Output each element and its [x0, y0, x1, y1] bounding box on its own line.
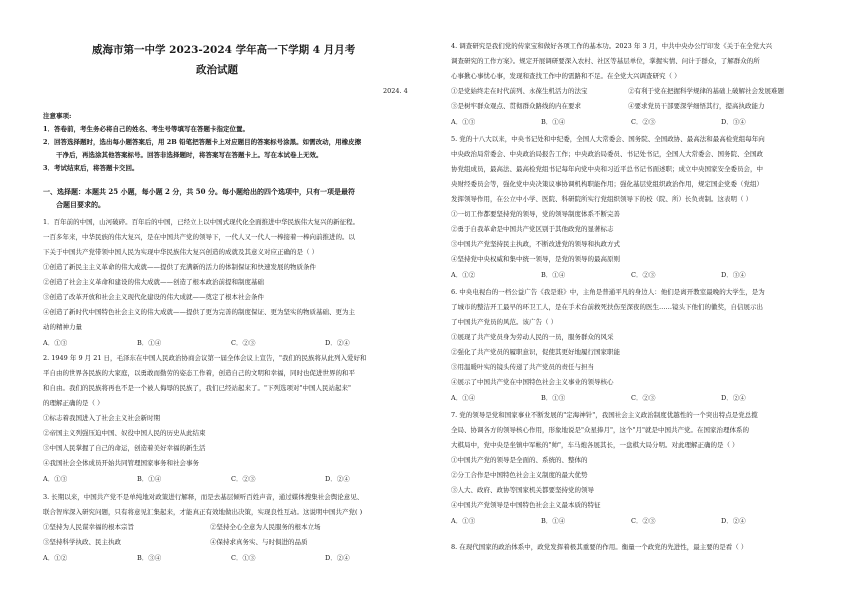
option-b: B．①③	[541, 394, 566, 402]
option-b: B．③④	[137, 554, 162, 562]
statement: ③是树牢群众观点、贯彻群众路线的内在要求	[451, 102, 581, 110]
question-text: 的理解正确的是（ ）	[43, 399, 104, 407]
question-text: 7. 党的领导是党和国家事业不断发展的"定海神针"，我国社会主义政治制度优越性的一个突出特点是党总揽	[451, 411, 758, 419]
statement: ①坚持为人民谋幸福的根本宗旨	[43, 523, 134, 531]
statement: ②分工合作是中国特色社会主义制度的最大优势	[451, 471, 588, 479]
statement: ③创造了改革开放和社会主义现代化建设的伟大成就——奠定了根本社会条件	[43, 293, 264, 301]
exam-title: 威海市第一中学 2023-2024 学年高一下学期 4 月月考	[92, 44, 356, 56]
question-text: 调查研究的工作方案》。规定开展调研要深入农村、社区等基层单位，掌握实情、问计于群众，了解群众的所	[451, 57, 760, 65]
option-b: B．①④	[137, 475, 162, 483]
question-text: 全局、协调各方的领导核心作用，形象地说是"众星捧月"，这个"月"就是中国共产党。在国家治理体系的	[451, 426, 749, 434]
statement: ①展现了共产党员身为劳动人民的一员，服务群众的风采	[451, 333, 614, 341]
question-text: 了中国共产党员的风范。该广告（ ）	[451, 318, 558, 326]
question-text: 8. 在现代国家的政治体系中，政党发挥着极其重要的作用。衡量一个政党的先进性，最主要的是看（ ）	[451, 543, 748, 551]
statement: ②强化了共产党员的履职意识，促使其更好地履行国家职能	[451, 348, 620, 356]
question-text: 5. 党的十八大以来，中央书记处和中纪委，全国人大常委会、国务院、全国政协、最高法和最高检党组每年向	[451, 135, 765, 143]
notice-item: 干净后，再选涂其他答案标号。回答非选择题时，将答案写在答题卡上。写在本试卷上无效。	[56, 151, 323, 159]
question-text: 3. 长期以来，中国共产党不是单纯地对政策进行解释，而是去基层倾听百姓声音，通过媒体搜集社会舆论意见、	[43, 493, 364, 501]
option-d: D．②④	[721, 517, 746, 525]
statement: ②创造了社会主义革命和建设的伟大成就——创造了根本政治前提和制度基础	[43, 278, 264, 286]
question-text: 2. 1949 年 9 月 21 日，毛泽东在中国人民政治协商会议第一届全体会议上宣告，"我们的民族将从此列入爱好和	[43, 354, 367, 362]
notice-item: 2．回答选择题时，选出每小题答案后，用 2B 铅笔把答题卡上对应题目的答案标号涂黑。如需改动，用橡皮擦	[43, 138, 362, 146]
exam-date: 2024. 4	[383, 87, 408, 95]
option-b: B．①④	[541, 118, 566, 126]
statement: ④保持求真务实、与时俱进的品质	[210, 538, 308, 546]
statement: ③坚持科学执政、民主执政	[43, 538, 121, 546]
question-text: 下关于中国共产党带领中国人民为实现中华民族伟大复兴创造的成就及其意义对应正确的是（ ）	[43, 248, 319, 256]
option-a: A．①②	[43, 554, 68, 562]
option-d: D．③④	[721, 271, 746, 279]
option-b: B．①④	[137, 339, 162, 347]
option-b: B．①④	[541, 517, 566, 525]
question-text: 平自由的世界各民族的大家庭，以勇敢而勤劳的姿态工作着，创造自己的文明和幸福，同时也促进世界的和平	[43, 369, 355, 377]
option-c: C．②③	[631, 394, 656, 402]
question-text: 心事揪心事忧心事，发现和查找工作中的需路和不足。在全党大兴调查研究（ ）	[451, 72, 681, 80]
option-d: D．②④	[325, 554, 350, 562]
option-d: D．②④	[325, 339, 350, 347]
exam-subtitle: 政治试题	[196, 64, 238, 76]
statement: ④中国共产党领导是中国特色社会主义最本质的特征	[451, 501, 601, 509]
statement: 动的精神力量	[43, 323, 82, 331]
statement: ①标志着我国进入了社会主义社会新时期	[43, 414, 160, 422]
question-text: 中央政治局常委会、中央政治局报告工作；中央政治局委员、书记处书记，全国人大常委会、国务院、全国政	[451, 150, 763, 158]
option-c: C．②③	[231, 339, 256, 347]
option-d: D．②④	[721, 394, 746, 402]
statement: ④展示了中国共产党在中国特色社会主义事业的领导核心	[451, 378, 614, 386]
statement: ①是党始终走在时代前列、永葆生机活力的法宝	[451, 87, 588, 95]
option-d: D．③④	[721, 118, 746, 126]
section-heading: 一、选择题：本题共 25 小题，每小题 2 分，共 50 分。每小题给出的四个选项中，只有一项是最符	[43, 187, 355, 196]
option-c: C．②③	[631, 271, 656, 279]
question-text: 和自由。我们的民族将再也不是一个被人侮辱的民族了，我们已经站起来了。"下列选项对"中国人民站起来"	[43, 384, 351, 392]
section-heading: 合题目要求的。	[56, 200, 105, 209]
question-text: 4. 调查研究是我们党的传家宝和做好各项工作的基本功。2023 年 3 月，中共中央办公厅印发《关于在全党大兴	[451, 42, 773, 50]
question-text: 了城市的整洁开工最早的环卫工人，是在手术台前救死扶伤至深夜的医生……镜头下他们的徽奖，自信展示出	[451, 303, 763, 311]
option-c: C．①③	[231, 554, 256, 562]
statement: ③中国人民掌握了自己的命运，创造着美好幸福的新生活	[43, 444, 206, 452]
statement: ④要求党员干部要深学细悟其行，提高执政能力	[628, 102, 765, 110]
option-a: A．①③	[43, 339, 68, 347]
option-a: A．①③	[43, 475, 68, 483]
option-c: C．②③	[631, 517, 656, 525]
question-text: 大棋局中，党中央是坐镇中军帐的"帅"，车马炮各展其长，一盘棋大局分明。对此理解正确的是（ ）	[451, 441, 739, 449]
statement: ①一切工作都要坚持党的领导，党的领导制度体系不断完善	[451, 210, 620, 218]
question-text: 发挥领导作用，在公立中小学、医院、科研院所实行党组织领导下的校（院、所）长负责制。这表明（ ）	[451, 195, 753, 203]
question-text: 协党组成员，最高法、最高检党组书记每年向党中央和习近平总书记书面述职；成立中央国家安全委员会，中	[451, 165, 763, 173]
question-text: 一百多年来，中华民族的伟大复兴，是在中国共产党的领导下，一代人又一代人一棒接着一棒向前推进的。以	[43, 233, 355, 241]
notice-item: 1．答卷前，考生务必将自己的姓名、考生号等填写在答题卡指定位置。	[43, 125, 250, 133]
statement: ①创造了新民主主义革命的伟大成就——提供了充满新的活力的体制保证和快速发展的物质条件	[43, 263, 316, 271]
statement: ②帝国主义列强压迫中国、奴役中国人民的历史从此结束	[43, 429, 206, 437]
option-a: A．①③	[451, 517, 476, 525]
option-a: A．①③	[451, 118, 476, 126]
notice-item: 3．考试结束后，将答题卡交回。	[43, 164, 139, 172]
notice-heading: 注意事项:	[43, 112, 72, 120]
question-text: 央财经委员会等，强化党中央决策议事协调机构职能作用；强化基层党组织政治作用，规定国企党委（党组）	[451, 180, 763, 188]
statement: ②坚持全心全意为人民服务的根本立场	[210, 523, 321, 531]
statement: ④我国社会全体成员开始共同管理国家事务和社会事务	[43, 459, 199, 467]
statement: ③中国共产党坚持民主执政，不断改进党的领导和执政方式	[451, 240, 620, 248]
statement: ②有利于党在把握科学规律的基础上破解社会发展难题	[628, 87, 784, 95]
statement: ③人大、政府、政协等国家机关都要坚持党的领导	[451, 486, 594, 494]
statement: ④创造了新时代中国特色社会主义的伟大成就——提供了更为完善的制度保证、更为坚实的物质基础、更为主	[43, 308, 355, 316]
statement: ③用温暖叶实的镜头传递了共产党员的责任与担当	[451, 363, 594, 371]
option-a: A．①②	[451, 271, 476, 279]
option-a: A．①④	[451, 394, 476, 402]
option-c: C．②③	[631, 118, 656, 126]
statement: ①中国共产党的领导是全面的、系统的、整体的	[451, 456, 588, 464]
statement: ②勇于自我革命是中国共产党区别于其他政党的显著标志	[451, 225, 614, 233]
question-text: 6. 中央电视台的一档公益广告《我是谁》中，主角是普通平凡的身边人：他们是离开教室最晚的大学生，是为	[451, 288, 765, 296]
statement: ④坚持党中央权威和集中统一领导，是党的领导的最高原则	[451, 255, 620, 263]
question-text: 1．百年前的中国，山河破碎。百年后的中国，已经立上以中国式现代化全面推进中华民族伟大复兴的新征程。	[43, 218, 360, 226]
option-b: B．①④	[541, 271, 566, 279]
option-c: C．②③	[231, 475, 256, 483]
question-text: 联合智库深入研究问题，只有将意见汇集起来，才能真正有效地做出决策，实现良性互动。这说明中国共产党( )	[43, 508, 363, 516]
option-d: D．②④	[325, 475, 350, 483]
